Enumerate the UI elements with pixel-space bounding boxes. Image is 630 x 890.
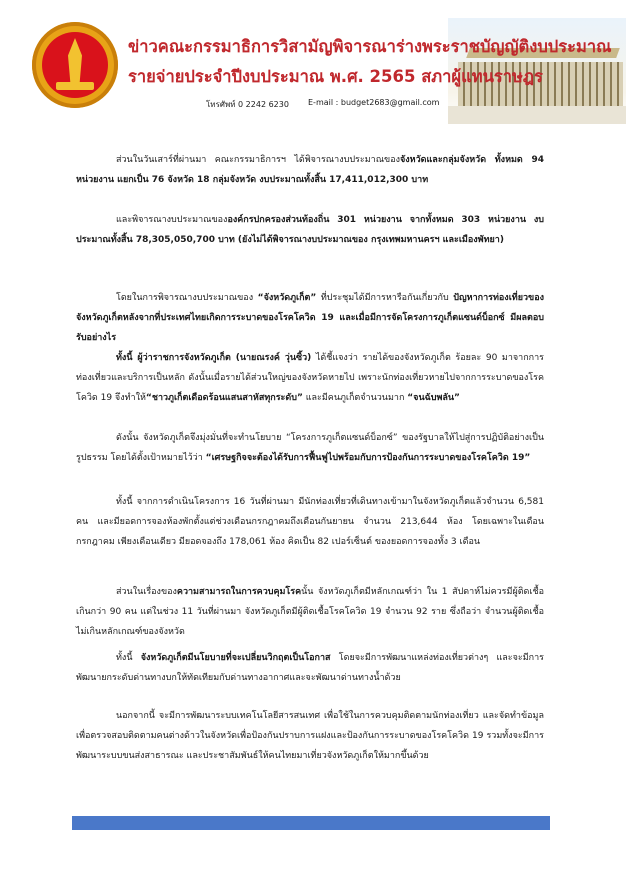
header-title-line1: ข่าวคณะกรรมาธิการวิสามัญพิจารณาร่างพระราชบัญญัติงบประมาณ	[128, 37, 612, 56]
text-run-bold: ทั้งนี้ ผู้ว่าราชการจังหวัดภูเก็ต (นายณรงค์ วุ่นซิ้ว)	[116, 353, 312, 363]
paragraph-local-government	[76, 210, 544, 250]
text-run: นั้น จังหวัดภูเก็ตมีหลักเกณฑ์ว่า ใน 1 สัปดาห์ไม่ควรมีผู้ติดเชื้อ เกินกว่า 90 คน แต่ในช่วง 11 วันที่ผ่านมา จังหวัดภูเก็ตมีผู้ติดเชื้อโรคโควิด 19 จำนวน 92 ราย ซึ่งถือว่า จำนวนผู้ติดเชื้อไม่เกินหลักเกณฑ์ของจังหวัด	[76, 587, 544, 637]
text-run: ดังนั้น จังหวัดภูเก็ตจึงมุ่งมั่นที่จะทำนโยบาย “โครงการภูเก็ตแซนด์บ็อกซ์” ของรัฐบาลให้ไปสู่การปฏิบัติอย่างเป็นรูปธรรม โดยได้ตั้งเป้าหมายไว้ว่า	[76, 433, 544, 463]
paragraph-disease-control	[76, 582, 544, 642]
paragraph-booking-stats	[76, 492, 544, 552]
text-run-bold: ปัญหาการท่องเที่ยวของจังหวัดภูเก็ตหลังจากที่ประเทศไทยเกิดการระบาดของโรคโควิด 19 และเมื่อมีการจัดโครงการภูเก็ตแซนด์บ็อกซ์ มีผลตอบรับอย่างไร	[76, 293, 544, 343]
text-run-bold: ความสามารถในการควบคุมโรค	[176, 587, 302, 597]
text-run: นอกจากนี้ จะมีการพัฒนาระบบเทคโนโลยีสารสนเทศ เพื่อใช้ในการควบคุมติดตามนักท่องเที่ยว และจัดทำข้อมูลเพื่อตรวจสอบติดตามคนต่างด้าวในจังหวัดเพื่อป้องกันปราบการแฝงและป้องกันการระบาดของโรคโควิด 19 รวมทั้งจะมีการพัฒนาระบบขนส่งสาธารณะ และประชาสัมพันธ์ให้คนไทยมาเที่ยวจังหวัดภูเก็ตให้มากขึ้นด้วย	[76, 711, 544, 761]
phone-number: โทรศัพท์ 0 2242 6230	[206, 100, 289, 109]
text-run: โดยในการพิจารณางบประมาณของ	[116, 293, 258, 303]
text-run: ที่ประชุมได้มีการหารือกันเกี่ยวกับ	[316, 293, 454, 303]
parliament-emblem-icon	[32, 22, 118, 108]
text-run-bold: “เศรษฐกิจจะต้องได้รับการฟื้นฟูไปพร้อมกับการป้องกันการระบาดของโรคโควิด 19”	[205, 453, 531, 463]
text-run: ทั้งนี้	[116, 653, 141, 663]
text-run-bold: จังหวัดและกลุ่มจังหวัด ทั้งหมด 94 หน่วยงาน แยกเป็น 76 จังหวัด 18 กลุ่มจังหวัด งบประมาณทั้งสิ้น 17,411,012,300 บาท	[76, 155, 544, 185]
paragraph-governor	[76, 348, 544, 408]
paragraph-crisis-opportunity	[76, 648, 544, 688]
text-run-bold: “ชาวภูเก็ตเดือดร้อนแสนสาหัสทุกระดับ”	[145, 393, 303, 403]
text-run: ได้ชี้แจงว่า รายได้ของจังหวัดภูเก็ต ร้อยละ 90 มาจากการท่องเที่ยวและบริการเป็นหลัก ดังนั้นเมื่อรายได้ส่วนใหญ่ของจังหวัดหายไป เพราะนักท่องเที่ยวหายไปจากการระบาดของโรคโควิด 19 จึงทำให้	[76, 353, 544, 403]
text-run-bold: “จนฉับพลัน”	[407, 393, 460, 403]
text-run-bold: “จังหวัดภูเก็ต”	[257, 293, 317, 303]
paragraph-provinces	[76, 150, 544, 190]
footer-bar	[72, 816, 550, 830]
paragraph-sandbox-policy	[76, 428, 544, 468]
text-run: ส่วนในวันเสาร์ที่ผ่านมา คณะกรรมาธิการฯ ได้พิจารณางบประมาณของ	[116, 155, 400, 165]
text-run-bold: จังหวัดภูเก็ตมีนโยบายที่จะเปลี่ยนวิกฤตเป็นโอกาส	[140, 653, 331, 663]
header-title-line2: รายจ่ายประจำปีงบประมาณ พ.ศ. 2565 สภาผู้แทนราษฎร	[128, 67, 543, 86]
text-run: ส่วนในเรื่องของ	[116, 587, 177, 597]
text-run: และพิจารณางบประมาณของ	[116, 215, 228, 225]
paragraph-it-development	[76, 706, 544, 766]
text-run: โดยจะมีการพัฒนาแหล่งท่องเที่ยวต่างๆ และจะมีการพัฒนายกระดับด่านทางบกให้ทัดเทียมกับด่านทางอากาศและจะพัฒนาด่านทางน้ำด้วย	[76, 653, 545, 683]
text-run: ทั้งนี้ จากการดำเนินโครงการ 16 วันที่ผ่านมา มีนักท่องเที่ยวที่เดินทางเข้ามาในจังหวัดภูเก็ตแล้วจำนวน 6,581 คน และมียอดการจองห้องพักตั้งแต่ช่วงเดือนกรกฎาคมถึงเดือนกันยายน จำนวน 213,644 ห้อง โดยเฉพาะในเดือนกรกฎาคม เพียงเดือนเดียว มียอดจองถึง 178,061 ห้อง คิดเป็น 82 เปอร์เซ็นต์ ของยอดการจองทั้ง 3 เดือน	[76, 497, 544, 547]
text-run: และมีคนภูเก็ตจำนวนมาก	[302, 393, 408, 403]
paragraph-phuket-discussion	[76, 288, 544, 348]
text-run-bold: องค์กรปกครองส่วนท้องถิ่น 301 หน่วยงาน จากทั้งหมด 303 หน่วยงาน งบประมาณทั้งสิ้น 78,305,050,700 บาท (ยังไม่ได้พิจารณางบประมาณของ กรุงเทพมหานครฯ และเมืองพัทยา)	[76, 215, 544, 245]
email-address: E-mail : budget2683@gmail.com	[308, 98, 440, 107]
